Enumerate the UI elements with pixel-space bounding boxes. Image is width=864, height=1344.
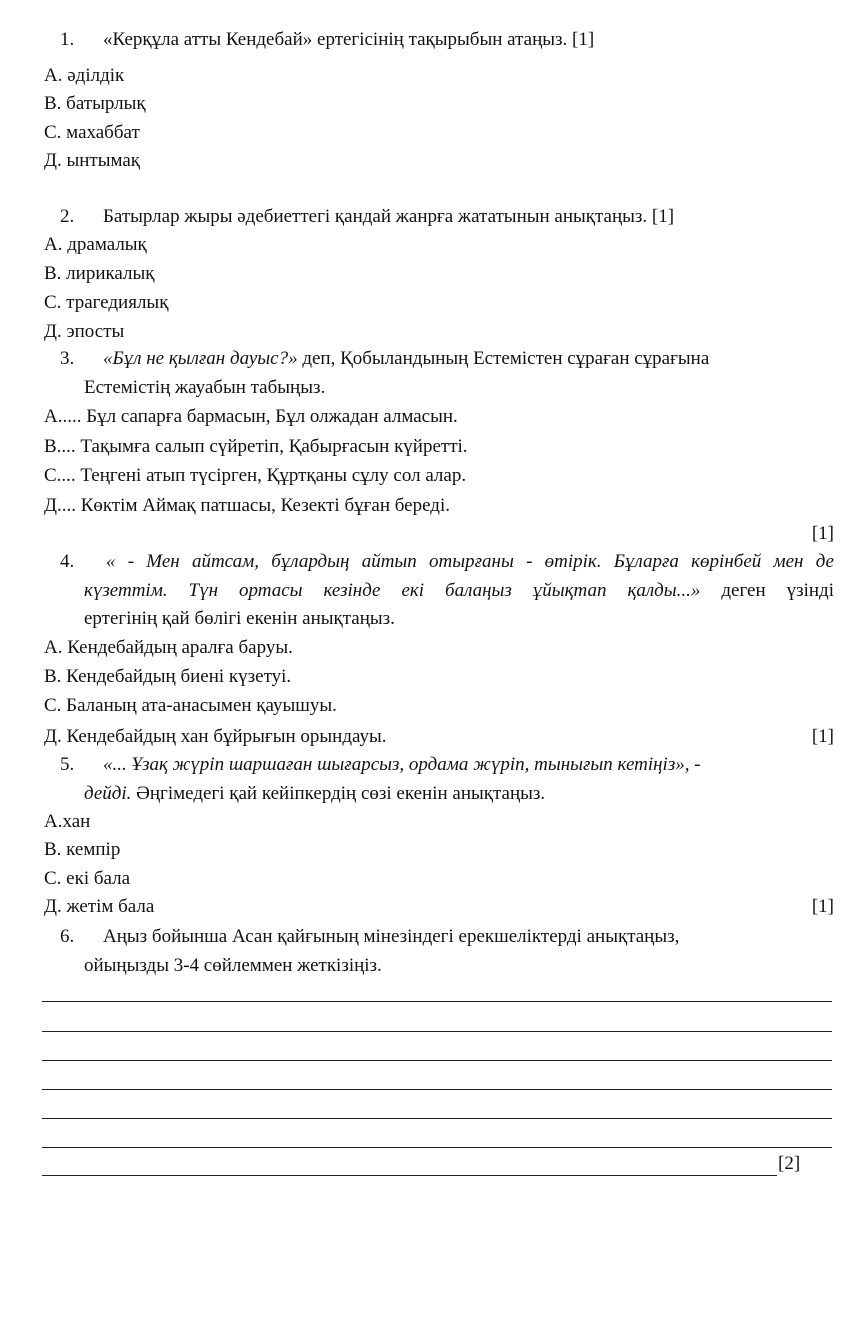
answer-option: Д. эпосты (44, 321, 125, 342)
score-mark: [2] (778, 1153, 801, 1174)
question-number: 4. (60, 551, 75, 572)
score-mark: [1] (811, 896, 834, 917)
answer-option: А.хан (44, 811, 91, 832)
answer-option: В. лирикалық (44, 263, 155, 284)
question-text-line2: ойыңызды 3-4 сөйлеммен жеткізіңіз. (84, 955, 382, 976)
answer-option: Д.... Көктім Аймақ патшасы, Кезекті бұған береді. (44, 495, 450, 516)
question-text-line3: ертегінің қай бөлігі екенін анықтаңыз. (84, 608, 395, 629)
answer-option: С. трагедиялық (44, 292, 169, 313)
question-text (103, 347, 709, 371)
answer-option: Д. жетім бала (44, 896, 155, 917)
question-number: 2. (60, 206, 75, 227)
answer-option: С. екі бала (44, 868, 131, 889)
question-text-line1 (103, 753, 701, 777)
question-text: «Керқұла атты Кендебай» ертегісінің тақырыбын атаңыз. [1] (103, 29, 595, 50)
question-text-rest: деп, Қобыландының Естемістен сұраған сұрағына (297, 348, 710, 369)
answer-line[interactable] (42, 1147, 832, 1148)
question-text-line2: Естемістің жауабын табыңыз. (84, 377, 326, 398)
answer-option: С.... Теңгені атып түсірген, Құртқаны сұлу сол алар. (44, 465, 467, 486)
question-text-rest: Әңгімедегі қай кейіпкердің сөзі екенін анықтаңыз. (131, 783, 546, 804)
question-quote: «Бұл не қылған дауыс?» (103, 348, 298, 369)
question-quote-line2: күзеттім. Түн ортасы кезінде екі балаңыз ұйықтап қалды...» (84, 580, 701, 601)
question-quote-line1: «... Ұзақ жүріп шаршаған шығарсыз, ордама жүріп, тынығып кетіңіз», (103, 754, 690, 775)
question-text-line1: Аңыз бойынша Асан қайғының мінезіндегі ерекшеліктерді анықтаңыз, (103, 926, 680, 947)
answer-option: В. батырлық (44, 93, 146, 114)
answer-option: В. Кендебайдың биені күзетуі. (44, 666, 292, 687)
answer-option: С. махаббат (44, 122, 140, 143)
question-text-line2 (84, 782, 545, 806)
answer-option: А. әділдік (44, 65, 125, 86)
question-quote-line1: « - Мен айтсам, бұлардың айтып отырғаны - өтірік. Бұларға көрінбей мен де (106, 551, 834, 572)
answer-option: А. Кендебайдың аралға баруы. (44, 637, 293, 658)
answer-line[interactable] (42, 1060, 832, 1061)
question-quote-line2: дейді. (84, 783, 132, 804)
answer-option: А..... Бұл сапарға бармасын, Бұл олжадан алмасын. (44, 406, 458, 427)
answer-option: Д. Кендебайдың хан бұйрығын орындауы. (44, 726, 387, 747)
answer-option: В. кемпір (44, 839, 121, 860)
question-text-line2 (84, 579, 834, 603)
answer-option: Д. ынтымақ (44, 150, 141, 171)
answer-option: В.... Тақымға салып сүйретіп, Қабырғасын күйретті. (44, 436, 468, 457)
answer-option: С. Баланың ата-анасымен қауышуы. (44, 695, 337, 716)
answer-line[interactable] (42, 1001, 832, 1002)
question-text: Батырлар жыры әдебиеттегі қандай жанрға жататынын анықтаңыз. [1] (103, 206, 675, 227)
score-mark: [1] (811, 726, 834, 747)
score-mark: [1] (811, 523, 834, 544)
answer-line[interactable] (42, 1175, 777, 1176)
question-number: 1. (60, 29, 75, 50)
answer-line[interactable] (42, 1118, 832, 1119)
question-number: 3. (60, 348, 75, 369)
question-number: 5. (60, 754, 75, 775)
question-text-rest: деген үзінді (700, 580, 834, 601)
question-number: 6. (60, 926, 75, 947)
question-text-rest: - (689, 754, 701, 775)
answer-line[interactable] (42, 1031, 832, 1032)
answer-option: А. драмалық (44, 234, 147, 255)
answer-line[interactable] (42, 1089, 832, 1090)
